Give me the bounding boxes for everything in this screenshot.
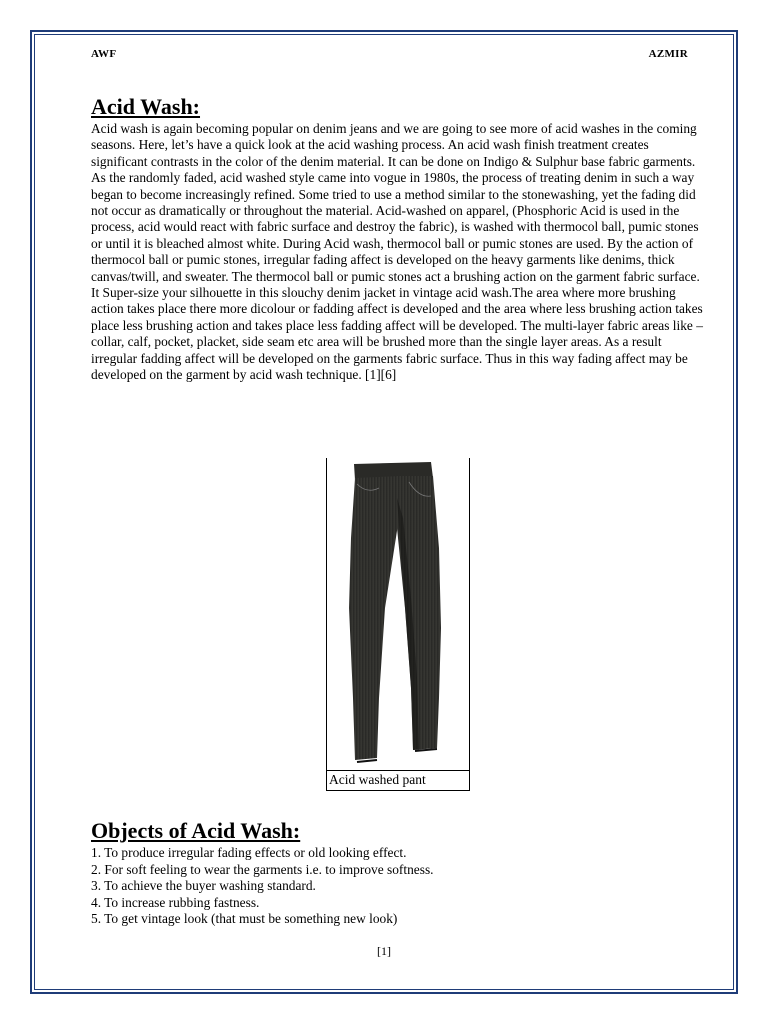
header-right: AZMIR xyxy=(648,48,688,60)
header-left: AWF xyxy=(91,48,117,60)
acid-wash-paragraph: Acid wash is again becoming popular on denim jeans and we are going to see more of acid washes in the coming seasons. Here, let’s have a quick look at the acid washing process. An acid wash finish treatment creates significant contrasts in the color of the denim material. It can be done on Indigo & Sulphur base fabric garments. As the randomly faded, acid washed style came into vogue in 1980s, the process of treating denim in such a way began to become increasingly refined. Some tried to use a method similar to the stonewashing, yet the fading did not occur as dramatically or throughout the material. Acid-washed on apparel, (Phosphoric Acid is used in the process, acid would react with fabric surface and destroy the fabric), is washed with thermocol ball, pumic stones or until it is bleached almost white. During Acid wash, thermocol ball or pumic stones are used. By the action of thermocol ball or pumic stones, irregular fading affect is developed on the heavy garments like denims, thick canvas/twill, and sweater. The thermocol ball or pumic stones act a brushing action on the garment fabric surface. It Super-size your silhouette in this slouchy denim jacket in vintage acid wash.The area where more brushing action takes place there more dicolour or fadding affect is developed and the area where less brushing action takes place less brushing action and takes place less fadding affect will be developed. The multi-layer fabric areas like –collar, calf, pocket, placket, side seam etc area will be brushed more than the single layer areas. As a result irregular fadding affect will be developed on the garments fabric surface. Thus in this way fading affect may be developed on the garment by acid wash technique. [1][6] xyxy=(91,121,703,383)
page-number: [1] xyxy=(377,944,391,958)
objects-list xyxy=(91,845,691,928)
pant-image xyxy=(327,458,469,771)
list-item: 1. To produce irregular fading effects or old looking effect. xyxy=(91,845,407,860)
figure-caption: Acid washed pant xyxy=(326,770,470,791)
list-item: 3. To achieve the buyer washing standard. xyxy=(91,878,316,894)
list-item: 5. To get vintage look (that must be something new look) xyxy=(91,911,398,927)
section-title-objects: Objects of Acid Wash: xyxy=(91,818,301,843)
section-title-acid-wash: Acid Wash: xyxy=(91,94,201,119)
list-item: 4. To increase rubbing fastness. xyxy=(91,894,260,910)
figure-frame xyxy=(326,458,470,771)
list-item: 2. For soft feeling to wear the garments i.e. to improve softness. xyxy=(91,861,434,877)
figure xyxy=(326,458,470,791)
